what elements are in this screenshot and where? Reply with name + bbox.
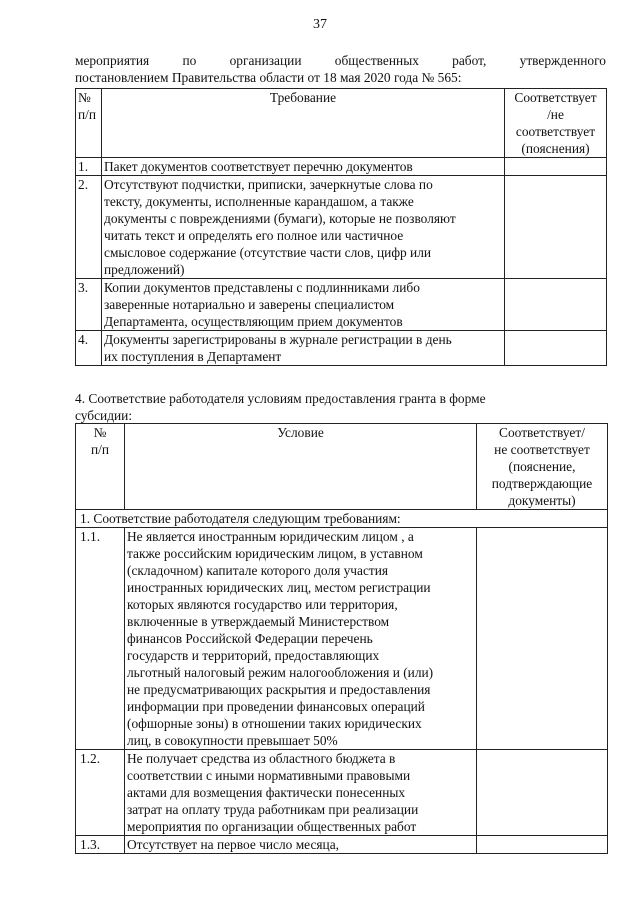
table-row xyxy=(76,750,608,836)
row-text: Копии документов представлены с подлинниками либо заверенные нотариально и заверены специалистом Департамента, осуществляющим прием документов xyxy=(102,279,505,331)
row-status-cell[interactable] xyxy=(477,528,608,750)
row-number: 1. xyxy=(76,158,102,176)
page-number: 37 xyxy=(313,17,327,32)
row-number: 1.2. xyxy=(76,750,125,836)
row-text: Документы зарегистрированы в журнале регистрации в день их поступления в Департамент xyxy=(102,331,505,366)
table-header-row xyxy=(76,89,607,158)
row-number: 1.3. xyxy=(76,836,125,854)
section-heading: 4. Соответствие работодателя условиям предоставления гранта в форме субсидии: xyxy=(75,391,486,423)
table-row xyxy=(76,279,607,331)
column-header-number: № п/п xyxy=(76,424,125,510)
row-text: Пакет документов соответствует перечню документов xyxy=(102,158,505,176)
row-text: Не является иностранным юридическим лицом , а также российским юридическим лицом, в уставном (складочном) капитале которого доля участия иностранных юридических лиц, местом регистрации которых являются государство или территория, включенные в утверждаемый Министерством финансов Российской Федерации перечень государств и территорий, предоставляющих льготный налоговый режим налогообложения и (или) не предусматривающих раскрытия и предоставления информации при проведении финансовых операций (офшорные зоны) в отношении таких юридических лиц, в совокупности превышает 50% xyxy=(125,528,477,750)
row-status-cell[interactable] xyxy=(477,836,608,854)
row-number: 3. xyxy=(76,279,102,331)
requirements-table xyxy=(75,88,607,366)
intro-paragraph xyxy=(75,52,606,86)
row-number: 4. xyxy=(76,331,102,366)
row-text: Отсутствует на первое число месяца, xyxy=(125,836,477,854)
row-text: Не получает средства из областного бюджета в соответствии с иными нормативными правовыми актами для возмещения фактически понесенных затрат на оплату труда работникам при реализации мероприятия по организации общественных работ xyxy=(125,750,477,836)
row-number: 1.1. xyxy=(76,528,125,750)
table-row xyxy=(76,528,608,750)
column-header-status: Соответствует/ не соответствует (пояснение, подтверждающие документы) xyxy=(477,424,608,510)
column-header-number: № п/п xyxy=(76,89,102,158)
intro-line-1: мероприятия по организации общественных работ, утвержденного xyxy=(75,53,606,68)
row-status-cell[interactable] xyxy=(477,750,608,836)
column-header-status: Соответствует /не соответствует (пояснения) xyxy=(505,89,607,158)
intro-line-2: постановлением Правительства области от 18 мая 2020 года № 565: xyxy=(75,70,462,85)
table-header-row xyxy=(76,424,608,510)
group-row-text: 1. Соответствие работодателя следующим требованиям: xyxy=(76,510,608,528)
row-status-cell[interactable] xyxy=(505,158,607,176)
row-status-cell[interactable] xyxy=(505,331,607,366)
row-number: 2. xyxy=(76,176,102,279)
row-status-cell[interactable] xyxy=(505,279,607,331)
group-row xyxy=(76,510,608,528)
table-row xyxy=(76,836,608,854)
table-row xyxy=(76,176,607,279)
row-text: Отсутствуют подчистки, приписки, зачеркнутые слова по тексту, документы, исполненные карандашом, а также документы с повреждениями (бумаги), которые не позволяют читать текст и определять его полное или частичное смысловое содержание (отсутствие части слов, цифр или предложений) xyxy=(102,176,505,279)
row-status-cell[interactable] xyxy=(505,176,607,279)
table-row xyxy=(76,331,607,366)
conditions-table xyxy=(75,423,608,854)
table-row xyxy=(76,158,607,176)
column-header-requirement: Требование xyxy=(102,89,505,158)
column-header-condition: Условие xyxy=(125,424,477,510)
